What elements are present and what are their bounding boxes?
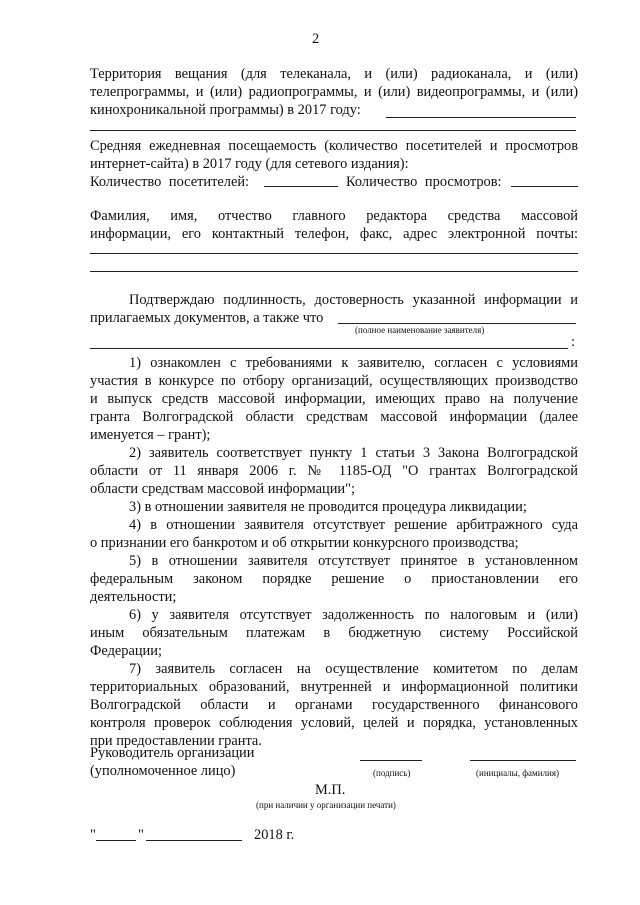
- confirm-line-1: Подтверждаю подлинность, достоверность указанной информации и: [129, 292, 578, 308]
- editor-line-2: информации, его контактный телефон, факс, адрес электронной почты:: [90, 226, 578, 242]
- signatory-line-2: (уполномоченное лицо): [90, 763, 236, 779]
- applicant-name-field-2[interactable]: [90, 348, 568, 349]
- applicant-name-caption: (полное наименование заявителя): [355, 325, 485, 335]
- item-1-line-4: гранта Волгоградской области средствам массовой информации (далее: [90, 409, 578, 425]
- editor-line-1: Фамилия, имя, отчество главного редактора средства массовой: [90, 208, 578, 224]
- item-2-line-3: области средствам массовой информации";: [90, 481, 356, 497]
- item-7-line-1: 7) заявитель согласен на осуществление комитетом по делам: [129, 661, 578, 677]
- item-6-line-1: 6) у заявителя отсутствует задолженность по налоговым и (или): [129, 607, 578, 623]
- date-quote-open: ": [90, 827, 96, 843]
- name-caption: (инициалы, фамилия): [476, 768, 559, 778]
- item-5-line-2: федеральным законом порядке решение о приостановлении его: [90, 571, 578, 587]
- item-6-line-3: Федерации;: [90, 643, 162, 659]
- broadcast-answer-line[interactable]: [386, 117, 576, 118]
- item-7-line-3: Волгоградской области и органами государственного финансового: [90, 697, 578, 713]
- broadcast-line-1: Территория вещания (для телеканала, и (или) радиоканала, и (или): [90, 66, 578, 82]
- item-5-line-3: деятельности;: [90, 589, 177, 605]
- item-1-line-5: именуется – грант);: [90, 427, 211, 443]
- broadcast-answer-line-2[interactable]: [90, 130, 576, 131]
- page-number: 2: [312, 31, 320, 47]
- stamp-note: (при наличии у организации печати): [256, 800, 396, 810]
- signatory-line-1: Руководитель организации: [90, 745, 255, 761]
- visitors-field[interactable]: [264, 186, 338, 187]
- item-2-line-1: 2) заявитель соответствует пункту 1 статьи 3 Закона Волгоградской: [129, 445, 578, 461]
- item-6-line-2: иным обязательным платежам в бюджетную систему Российской: [90, 625, 578, 641]
- confirm-line-2: прилагаемых документов, а также что: [90, 310, 324, 326]
- attendance-line-1: Средняя ежедневная посещаемость (количество посетителей и просмотров: [90, 138, 578, 154]
- broadcast-line-3: кинохроникальной программы) в 2017 году:: [90, 102, 361, 118]
- stamp-label: М.П.: [315, 782, 346, 798]
- item-1-line-2: участия в конкурсе по отбору организаций, осуществляющих производство: [90, 373, 578, 389]
- confirm-colon: :: [571, 334, 575, 350]
- signature-caption: (подпись): [373, 768, 411, 778]
- name-field[interactable]: [470, 760, 576, 761]
- applicant-name-field[interactable]: [338, 323, 576, 324]
- broadcast-line-2: телепрограммы, и (или) радиопрограммы, и (или) видеопрограммы, и (или): [90, 84, 578, 100]
- date-month-field[interactable]: [146, 840, 242, 841]
- item-4-line-2: о признании его банкротом и об открытии конкурсного производства;: [90, 535, 519, 551]
- item-1-line-1: 1) ознакомлен с требованиями к заявителю, согласен с условиями: [129, 355, 578, 371]
- item-1-line-3: и выпуск средств массовой информации, имеющих право на получение: [90, 391, 578, 407]
- date-quote-close: ": [138, 827, 144, 843]
- item-4-line-1: 4) в отношении заявителя отсутствует решение арбитражного суда: [129, 517, 578, 533]
- item-2-line-2: области от 11 января 2006 г. № 1185-ОД "О грантах Волгоградской: [90, 463, 578, 479]
- date-year: 2018 г.: [254, 827, 295, 843]
- date-day-field[interactable]: [96, 840, 136, 841]
- item-7-line-5: при предоставлении гранта.: [90, 733, 262, 749]
- views-label: Количество просмотров:: [346, 174, 502, 190]
- views-field[interactable]: [511, 186, 578, 187]
- item-3-line-1: 3) в отношении заявителя не проводится процедура ликвидации;: [129, 499, 527, 515]
- editor-answer-line-1[interactable]: [90, 253, 578, 254]
- item-7-line-2: территориальных образований, внутренней и информационной политики: [90, 679, 578, 695]
- signature-field[interactable]: [360, 760, 422, 761]
- item-5-line-1: 5) в отношении заявителя отсутствует принятое в установленном: [129, 553, 578, 569]
- editor-answer-line-2[interactable]: [90, 271, 578, 272]
- item-7-line-4: контроля проверок соблюдения условий, целей и порядка, установленных: [90, 715, 578, 731]
- visitors-label: Количество посетителей:: [90, 174, 250, 190]
- attendance-line-2: интернет-сайта) в 2017 году (для сетевого издания):: [90, 156, 409, 172]
